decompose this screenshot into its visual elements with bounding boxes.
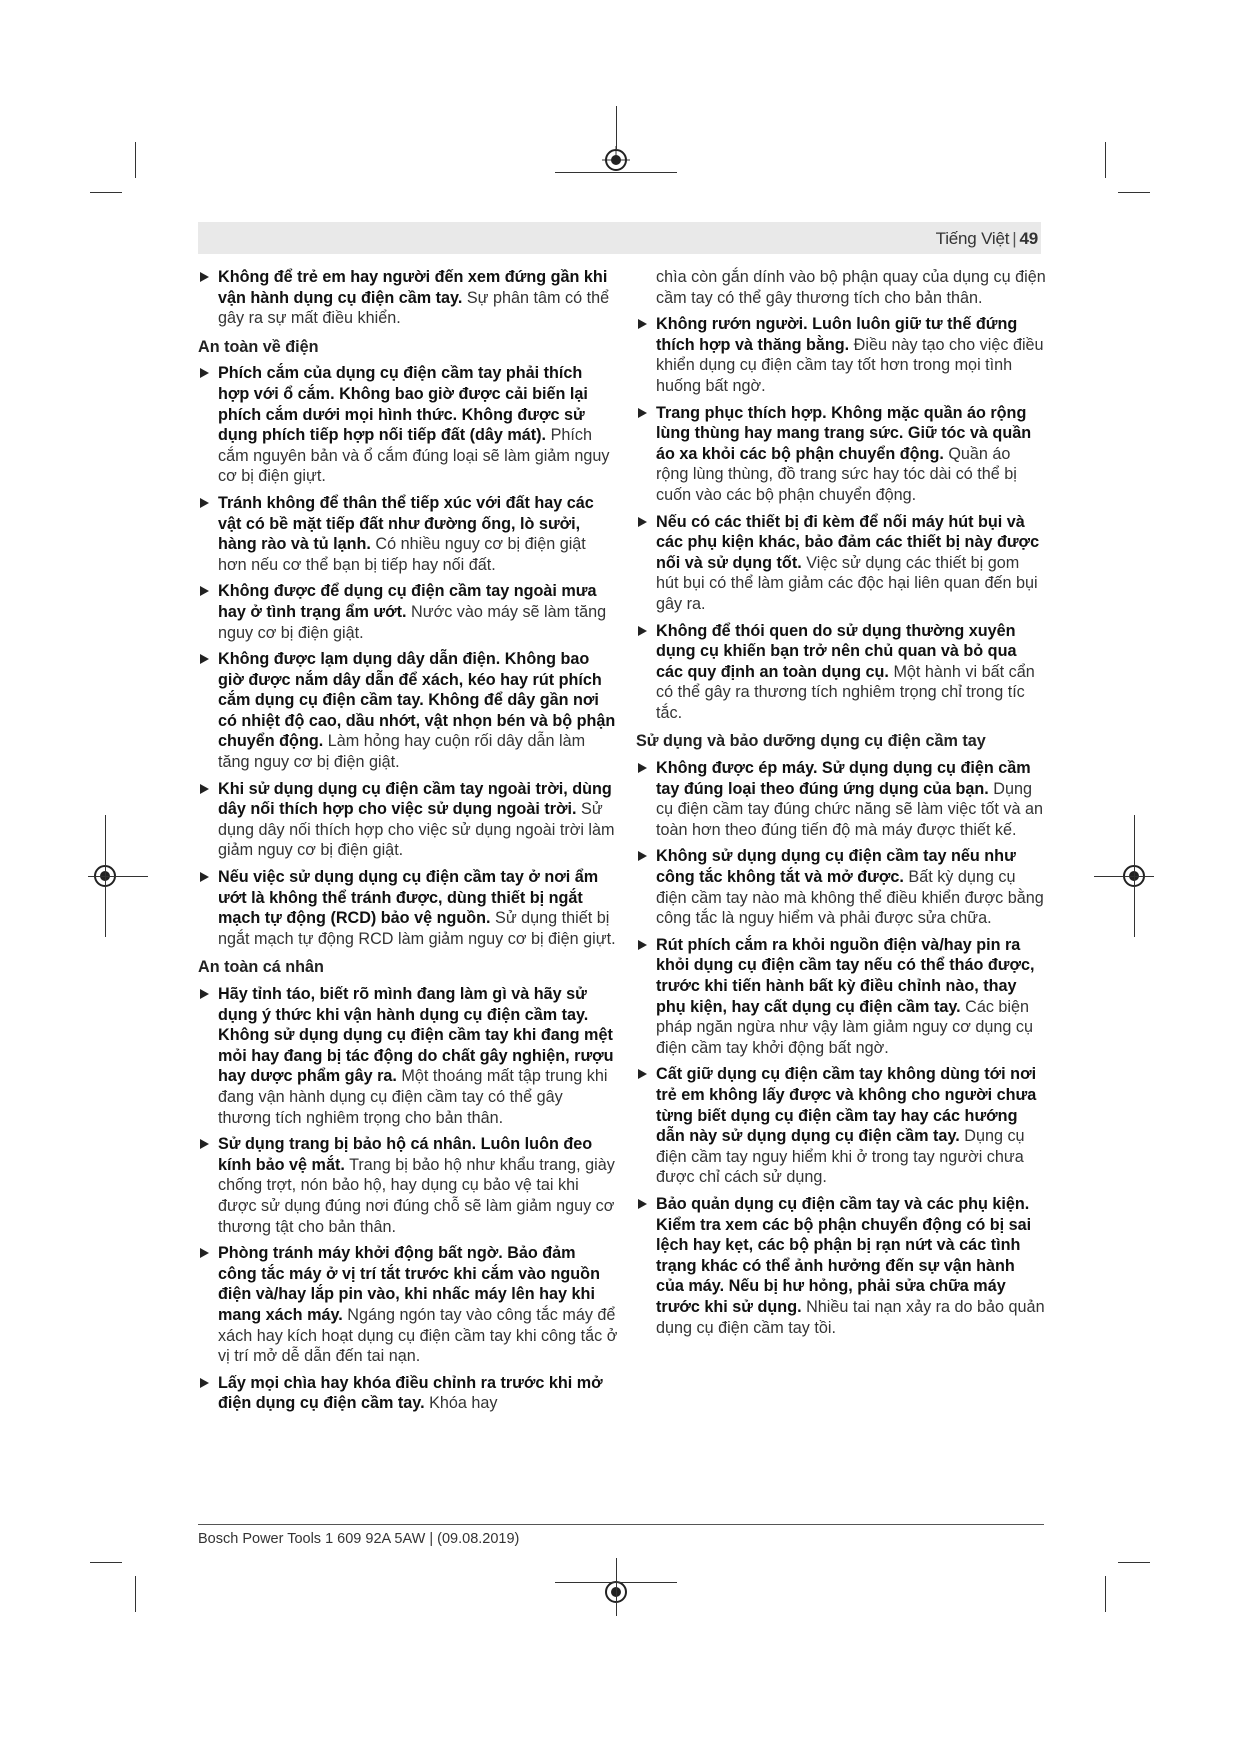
safety-item bbox=[198, 779, 618, 861]
item-bold: Trang phục thích hợp. Không mặc quần áo rộng lùng thùng hay mang trang sức. Giữ tóc và quần áo xa khỏi các bộ phận chuyển động. bbox=[656, 403, 1032, 463]
bullet-triangle-icon bbox=[200, 1248, 209, 1258]
safety-item bbox=[636, 403, 1046, 506]
item-text: Dụng cụ điện cầm tay đúng chức năng sẽ làm việc tốt và an toàn hơn theo đúng tiến độ mà máy được thiết kế. bbox=[656, 779, 1043, 839]
bullet-triangle-icon bbox=[638, 1069, 647, 1079]
safety-item bbox=[198, 984, 618, 1128]
item-bold: Phòng tránh máy khởi động bất ngờ. Bảo đảm công tắc máy ở vị trí tắt trước khi cắm vào nguồn điện và/hay lắp pin vào, khi nhấc máy lên hay khi mang xách máy. bbox=[218, 1244, 600, 1324]
continued-text: chìa còn gắn dính vào bộ phận quay của dụng cụ điện cầm tay có thể gây thương tích cho bản thân. bbox=[656, 268, 1046, 307]
bullet-triangle-icon bbox=[200, 1378, 209, 1388]
item-bold: Lấy mọi chìa hay khóa điều chỉnh ra trước khi mở điện dụng cụ điện cầm tay. bbox=[218, 1373, 603, 1413]
safety-item bbox=[636, 1064, 1046, 1188]
safety-item bbox=[198, 649, 618, 773]
footer-separator: | bbox=[429, 1531, 434, 1547]
section-heading: An toàn cá nhân bbox=[198, 958, 324, 977]
safety-item bbox=[636, 621, 1046, 724]
item-text: Một hành vi bất cẩn có thể gây ra thương tích nghiêm trọng chỉ trong tíc tắc. bbox=[656, 662, 1035, 722]
item-text: Trang bị bảo hộ như khẩu trang, giày chống trợt, nón bảo hộ, hay dụng cụ bảo vệ tai khi được sử dụng đúng nơi đúng chỗ sẽ làm giảm nguy cơ thương tật cho bản thân. bbox=[218, 1155, 615, 1236]
bullet-triangle-icon bbox=[200, 272, 209, 282]
crop-mark bbox=[90, 1562, 122, 1563]
item-bold: Nếu có các thiết bị đi kèm để nối máy hút bụi và các phụ kiện khác, bảo đảm các thiết bị này được nối và sử dụng tốt. bbox=[656, 512, 1040, 572]
item-bold: Hãy tỉnh táo, biết rõ mình đang làm gì và hãy sử dụng ý thức khi vận hành dụng cụ điện cầm tay. Không sử dụng dụng cụ điện cầm tay khi đang mệt mỏi hay đang bị tác động do chất gây nghiện, rượu hay dược phẩm gây ra. bbox=[218, 985, 614, 1086]
bullet-triangle-icon bbox=[200, 989, 209, 999]
page-number: 49 bbox=[1019, 229, 1038, 248]
item-bold: Không sử dụng dụng cụ điện cầm tay nếu như công tắc không tắt và mở được. bbox=[656, 847, 1016, 887]
bullet-triangle-icon bbox=[200, 654, 209, 664]
safety-item bbox=[198, 1243, 618, 1367]
item-text: Sự phân tâm có thể gây ra sự mất điều khiển. bbox=[218, 288, 610, 328]
crop-mark bbox=[1105, 142, 1106, 178]
item-bold: Sử dụng trang bị bảo hộ cá nhân. Luôn luôn đeo kính bảo vệ mắt. bbox=[218, 1135, 593, 1174]
bullet-triangle-icon bbox=[200, 586, 209, 596]
item-text: Nước vào máy sẽ làm tăng nguy cơ bị điện giật. bbox=[218, 602, 607, 642]
bullet-triangle-icon bbox=[200, 872, 209, 882]
crop-mark bbox=[1105, 1576, 1106, 1612]
footer-rule bbox=[198, 1524, 1044, 1525]
item-bold: Không để trẻ em hay người đến xem đứng gần khi vận hành dụng cụ điện cầm tay. bbox=[218, 268, 608, 307]
item-bold: Bảo quản dụng cụ điện cầm tay và các phụ kiện. Kiểm tra xem các bộ phận chuyển động có bị sai lệch hay kẹt, các bộ phận bị rạn nứt và các tình trạng khác có thể ảnh hưởng đến sự vận hành của máy. Nếu bị hư hỏng, phải sửa chữa máy trước khi sử dụng. bbox=[656, 1194, 1032, 1316]
item-text: Phích cắm nguyên bản và ổ cắm đúng loại sẽ làm giảm nguy cơ bị điện giựt. bbox=[218, 426, 610, 486]
bullet-triangle-icon bbox=[638, 319, 647, 329]
item-text: Bất kỳ dụng cụ điện cầm tay nào mà không thể điều khiển được bằng công tắc là nguy hiểm và phải được sửa chữa. bbox=[656, 868, 1044, 928]
bullet-triangle-icon bbox=[200, 368, 209, 378]
bullet-triangle-icon bbox=[200, 1139, 209, 1149]
safety-item bbox=[198, 267, 618, 329]
safety-item bbox=[198, 581, 618, 643]
item-text: Các biện pháp ngăn ngừa như vậy làm giảm nguy cơ dụng cụ điện cầm tay khởi động bất ngờ. bbox=[656, 997, 1033, 1057]
item-bold: Tránh không để thân thể tiếp xúc với đất hay các vật có bề mặt tiếp đất như đường ống, lò sưởi, hàng rào và tủ lạnh. bbox=[218, 493, 594, 554]
safety-item bbox=[198, 1134, 618, 1237]
item-bold: Không được lạm dụng dây dẫn điện. Không bao giờ được nắm dây dẫn để xách, kéo hay rút phích cắm dụng cụ điện cầm tay. Không để dây gần nơi có nhiệt độ cao, dầu nhớt, vật nhọn bén và bộ phận chuyển động. bbox=[218, 650, 616, 751]
item-text: Dụng cụ điện cầm tay nguy hiểm khi ở trong tay người chưa được chỉ cách sử dụng. bbox=[656, 1127, 1025, 1187]
bullet-triangle-icon bbox=[638, 763, 647, 773]
crop-mark bbox=[616, 106, 617, 150]
crop-mark bbox=[88, 876, 148, 877]
item-text: Sử dụng thiết bị ngắt mạch tự động RCD làm giảm nguy cơ bị điện giựt. bbox=[218, 909, 616, 948]
item-bold: Nếu việc sử dụng dụng cụ điện cầm tay ở nơi ẩm ướt là không thể tránh được, dùng thiết bị ngắt mạch tự động (RCD) bảo vệ nguồn. bbox=[218, 868, 599, 928]
safety-item bbox=[198, 493, 618, 575]
bullet-triangle-icon bbox=[638, 851, 647, 861]
header-separator: | bbox=[1012, 229, 1017, 248]
item-bold: Rút phích cắm ra khỏi nguồn điện và/hay pin ra khỏi dụng cụ điện cầm tay nếu có thể tháo được, trước khi tiến hành bất kỳ điều chỉnh nào, thay phụ kiện, hay cất dụng cụ điện cầm tay. bbox=[656, 935, 1035, 1016]
safety-item bbox=[636, 846, 1046, 928]
safety-item bbox=[636, 1194, 1046, 1338]
item-text: Có nhiều nguy cơ bị điện giật hơn nếu cơ thể bạn bị tiếp hay nối đất. bbox=[218, 535, 586, 574]
item-bold: Không được ép máy. Sử dụng dụng cụ điện cầm tay đúng loại theo đúng ứng dụng của bạn. bbox=[656, 759, 1031, 798]
item-bold: Không rướn người. Luôn luôn giữ tư thế đứng thích hợp và thăng bằng. bbox=[656, 315, 1018, 354]
item-text: Việc sử dụng các thiết bị gom hút bụi có thể làm giảm các độc hại liên quan đến bụi gây ra. bbox=[656, 553, 1038, 613]
safety-item bbox=[636, 512, 1046, 615]
bullet-triangle-icon bbox=[638, 940, 647, 950]
safety-item bbox=[636, 758, 1046, 840]
safety-item bbox=[636, 935, 1046, 1059]
bullet-triangle-icon bbox=[638, 1199, 647, 1209]
bullet-triangle-icon bbox=[638, 626, 647, 636]
safety-item bbox=[198, 1373, 618, 1414]
item-text: Sử dụng dây nối thích hợp cho việc sử dụng ngoài trời làm giảm nguy cơ bị điện giật. bbox=[218, 800, 615, 860]
item-text: Nhiều tai nạn xảy ra do bảo quản dụng cụ điện cầm tay tồi. bbox=[656, 1297, 1045, 1337]
item-text: Khóa hay bbox=[429, 1394, 498, 1413]
bullet-triangle-icon bbox=[638, 517, 647, 527]
item-bold: Không được để dụng cụ điện cầm tay ngoài mưa hay ở tình trạng ẩm ướt. bbox=[218, 582, 597, 621]
header-bar bbox=[198, 222, 1041, 254]
safety-item bbox=[198, 363, 618, 487]
item-text: Làm hỏng hay cuộn rối dây dẫn làm tăng nguy cơ bị điện giật. bbox=[218, 732, 586, 772]
item-bold: Cất giữ dụng cụ điện cầm tay không dùng tới nơi trẻ em không lấy được và không cho người chưa từng biết dụng cụ điện cầm tay hay các hướng dẫn này sử dụng dụng cụ điện cầm tay. bbox=[656, 1065, 1037, 1146]
left-column bbox=[198, 267, 618, 1420]
crop-mark bbox=[135, 1576, 136, 1612]
crop-mark bbox=[616, 1558, 617, 1616]
bullet-triangle-icon bbox=[200, 784, 209, 794]
page-footer bbox=[198, 1531, 519, 1547]
crop-mark bbox=[1118, 1562, 1150, 1563]
footer-date: (09.08.2019) bbox=[437, 1531, 520, 1547]
section-heading: Sử dụng và bảo dưỡng dụng cụ điện cầm tay bbox=[636, 732, 986, 751]
right-column bbox=[636, 267, 1046, 1344]
crop-mark bbox=[1118, 192, 1150, 193]
section-title: Tiếng Việt bbox=[935, 229, 1010, 248]
item-text: Điều này tạo cho việc điều khiển dụng cụ điện cầm tay tốt hơn trong mọi tình huống bất ngờ. bbox=[656, 335, 1044, 395]
registration-mark-icon bbox=[602, 146, 630, 174]
crop-mark bbox=[135, 142, 136, 178]
item-text: Quần áo rộng lùng thùng, đồ trang sức hay tóc dài có thể bị cuốn vào các bộ phận chuyển động. bbox=[656, 444, 1017, 504]
item-text: Một thoáng mất tập trung khi đang vận hành dụng cụ điện cầm tay có thể gây thương tích nghiêm trọng cho bản thân. bbox=[218, 1067, 608, 1127]
item-text: Ngáng ngón tay vào công tắc máy để xách hay kích hoạt dụng cụ điện cầm tay khi công tắc ở vị trí mở dễ dẫn đến tai nạn. bbox=[218, 1305, 618, 1366]
section-heading: An toàn về điện bbox=[198, 337, 319, 356]
page-header bbox=[936, 229, 1038, 249]
item-bold: Không để thói quen do sử dụng thường xuyên dụng cụ khiến bạn trở nên chủ quan và bỏ qua các quy định an toàn dụng cụ. bbox=[656, 621, 1017, 681]
item-bold: Phích cắm của dụng cụ điện cầm tay phải thích hợp với ổ cắm. Không bao giờ được cải biến lại phích cắm dưới mọi hình thức. Không được sử dụng phích tiếp hợp nối tiếp đất (dây mát). bbox=[218, 364, 588, 445]
crop-mark bbox=[90, 192, 122, 193]
crop-mark bbox=[1094, 876, 1154, 877]
bullet-triangle-icon bbox=[200, 498, 209, 508]
crop-mark bbox=[555, 1582, 677, 1583]
item-bold: Khi sử dụng dụng cụ điện cầm tay ngoài trời, dùng dây nối thích hợp cho việc sử dụng ngoài trời. bbox=[218, 779, 612, 819]
footer-doc-number: 1 609 92A 5AW bbox=[325, 1531, 426, 1547]
safety-item bbox=[198, 867, 618, 949]
bullet-triangle-icon bbox=[638, 408, 647, 418]
footer-publisher: Bosch Power Tools bbox=[198, 1531, 322, 1547]
crop-mark bbox=[555, 172, 677, 173]
safety-item bbox=[636, 314, 1046, 396]
